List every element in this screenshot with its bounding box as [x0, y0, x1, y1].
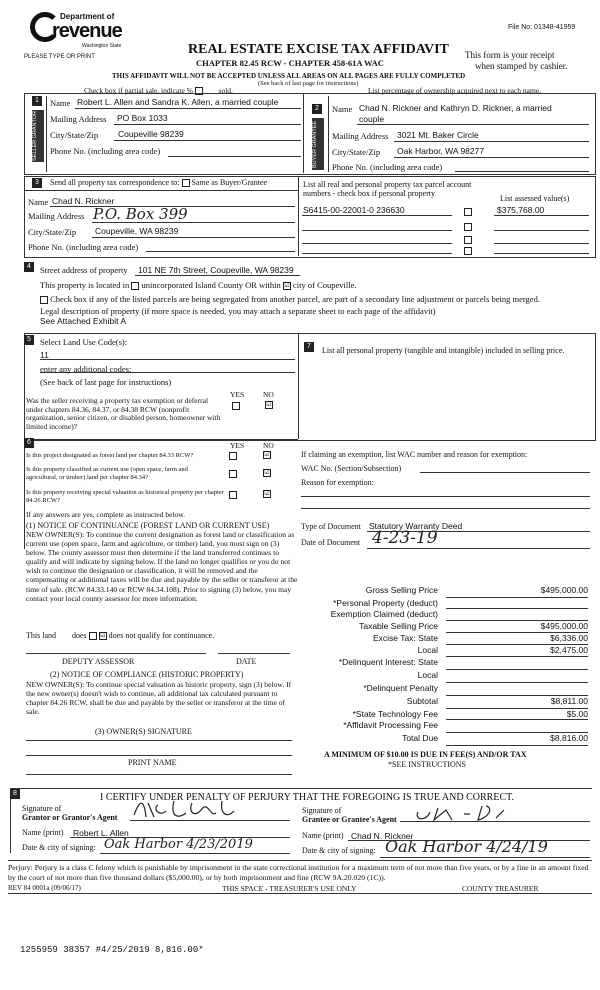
land-use-code[interactable]: 11 [40, 350, 49, 360]
seller-mail-label: Mailing Address [50, 114, 107, 124]
exemption-reason-label: Reason for exemption: [301, 478, 374, 487]
seller-city-label: City/State/Zip [50, 130, 99, 140]
located-text-1: This property is located in [40, 280, 130, 290]
segregated-line [40, 294, 600, 304]
forest-yes-header: YES [230, 441, 245, 450]
parcel-1[interactable]: S6415-00-22001-0 236630 [303, 205, 405, 215]
tax-row-label: Taxable Selling Price [359, 621, 438, 631]
notice1-body: NEW OWNER(S): To continue the current designation as forest land or classification as current use (open space, farm and agriculture, or timber) land, you must sign on (3) below. The county assessor must then determine if the land transferred continues to qualify and will indicate by signing below. If the land no longer qualifies or you do not wish to continue the designation or classification, it will be removed and the compensating or additional taxes will be due and payable by the seller or transferor at the time of sale. (RCW 84.33.140 or RCW 84.34.108). Prior to signing (3) below, you may contact your local county assessor for more information. [26, 530, 298, 603]
grantee-name-label: Name (print) [302, 831, 344, 840]
page-title: REAL ESTATE EXCISE TAX AFFIDAVIT [188, 42, 449, 57]
grantor-date-city[interactable]: Oak Harbor 4/23/2019 [104, 837, 253, 852]
parcel-1-checkbox[interactable] [464, 208, 472, 216]
see-instructions: *SEE INSTRUCTIONS [388, 760, 467, 769]
tax-row-label: Local [417, 670, 438, 680]
this-land-line [26, 631, 214, 640]
tax-row [300, 733, 592, 746]
tax-calc-table [300, 585, 592, 746]
tax-row [300, 645, 592, 657]
grantor-signature[interactable] [130, 797, 250, 819]
tax-row-label: Excise Tax: State [372, 633, 438, 643]
tax-row-value[interactable]: $6,336.00 [446, 633, 588, 645]
located-text-3: city of Coupeville. [293, 280, 357, 290]
notice2-title: (2) NOTICE OF COMPLIANCE (HISTORIC PROPERTY) [50, 670, 244, 679]
buyer-city[interactable]: Oak Harbor, WA 98277 [397, 146, 485, 156]
forest-no-header: NO [263, 441, 274, 450]
tax-row [300, 598, 592, 609]
within-city-checkbox[interactable]: ☑ [284, 283, 290, 290]
exemption-question: Was the seller receiving a property tax exemption or deferral under chapters 84.36, 84.37, or 84.38 RCW (nonprofit organization, senior citizen, or disabled person, homeowner with limited income)? [26, 396, 221, 431]
tax-row [300, 720, 592, 733]
tax-row [300, 621, 592, 633]
tax-row [300, 657, 592, 670]
tax-row-value[interactable]: $5.00 [446, 709, 588, 720]
forest-q2: Is this property classified as current use (open space, farm and agricultural, or timber) land per chapter 84.34? [26, 466, 188, 481]
land-does-not-checkbox[interactable]: ☑ [99, 633, 106, 640]
assessed-label: List assessed value(s) [500, 194, 570, 203]
forest-q3-no[interactable]: ☑ [264, 491, 270, 497]
legal-desc-label: Legal description of property (if more space is needed, you may attach a separate sheet to each page of the affidavit) [40, 306, 436, 316]
tax-row-label: *Personal Property (deduct) [333, 598, 438, 608]
buyer-name-label: Name [332, 104, 353, 114]
seller-name-label: Name [50, 98, 71, 108]
section-6-badge: 6 [24, 438, 34, 448]
street-value[interactable]: 101 NE 7th Street, Coupeville, WA 98239 [138, 265, 294, 275]
logo [30, 10, 140, 52]
doc-type-label: Type of Document [301, 522, 361, 531]
tax-row-label: Exemption Claimed (deduct) [330, 609, 438, 619]
perjury-text: Perjury: Perjury is a class C felony which is punishable by imprisonment in the state correctional institution for a maximum term of not more than five years, or by a fine in an amount fixed by the court of not more than five thousand dollars ($5,000.00), or by both imprisonment and fine (RCW 9A.20.020 (1C)). [8, 863, 589, 882]
section-2-badge: 2 [312, 104, 322, 114]
parcel-3-checkbox[interactable] [464, 236, 472, 244]
grantor-name-label: Name (print) [22, 828, 64, 837]
owner-signature-label: (3) OWNER(S) SIGNATURE [95, 727, 192, 736]
tax-corr-mail[interactable]: P.O. Box 399 [93, 205, 188, 223]
tax-corr-mail-label: Mailing Address [28, 211, 85, 221]
grantor-name[interactable]: Robert L. Allen [73, 828, 129, 838]
warning-text: THIS AFFIDAVIT WILL NOT BE ACCEPTED UNLESS ALL AREAS ON ALL PAGES ARE FULLY COMPLETED [112, 72, 466, 80]
tax-corr-heading [50, 178, 267, 187]
parcels-heading: List all real and personal property tax parcel account numbers - check box if personal property [303, 180, 472, 198]
logo-dept: Department of [60, 12, 115, 21]
tax-row-value[interactable]: $495,000.00 [446, 585, 588, 598]
forest-instruct: If any answers are yes, complete as instructed below. [26, 510, 186, 519]
buyer-side-label: BUYER GRANTEE [312, 118, 324, 170]
buyer-mail[interactable]: 3021 Mt. Baker Circle [397, 130, 479, 140]
tax-row [300, 696, 592, 709]
partial-sale-text: Check box if partial sale, indicate % [84, 86, 193, 95]
grantor-signature-scribble [130, 797, 250, 821]
sold-text: sold. [218, 86, 233, 95]
personal-property-text: List all personal property (tangible and intangible) included in selling price. [322, 346, 565, 355]
receipt-note-1: This form is your receipt [465, 50, 555, 60]
tax-row-value[interactable]: $8,811.00 [446, 696, 588, 709]
parcel-4-checkbox[interactable] [464, 247, 472, 255]
additional-codes-label: enter any additional codes: [40, 364, 132, 374]
forest-q2-yes[interactable] [229, 470, 237, 478]
sig-grantor-1: Signature of [22, 804, 62, 813]
wac-label: WAC No. (Section/Subsection) [301, 464, 402, 473]
tax-row [300, 585, 592, 598]
tax-corr-name-label: Name [28, 197, 49, 207]
print-name-label: PRINT NAME [128, 758, 177, 767]
land-use-no-header: NO [263, 390, 274, 399]
buyer-mail-label: Mailing Address [332, 131, 389, 141]
see-back-header: (See back of last page for instructions) [258, 80, 359, 87]
doc-date-label: Date of Document [301, 538, 361, 547]
logo-name: revenue [52, 20, 122, 42]
doc-date-value[interactable]: 4-23-19 [372, 528, 438, 548]
forest-q1-yes[interactable] [229, 452, 237, 460]
parcel-2-checkbox[interactable] [464, 223, 472, 231]
tax-row-label: Subtotal [406, 696, 438, 706]
tax-corr-phone-label: Phone No. (including area code) [28, 242, 139, 252]
tax-corr-city[interactable]: Coupeville, WA 98239 [95, 226, 179, 236]
legal-desc-value[interactable]: See Attached Exhibit A [40, 316, 127, 326]
section-5-badge: 5 [24, 335, 34, 345]
assessed-1[interactable]: $375,768.00 [497, 205, 545, 215]
forest-q2-no[interactable]: ☑ [264, 470, 270, 476]
sig-grantee-1: Signature of [302, 806, 342, 815]
ownership-pct-note: List percentage of ownership acquired next to each name. [368, 86, 542, 95]
land-use-label: Select Land Use Code(s): [40, 337, 128, 347]
rev-code: REV 84 0001a (09/06/17) [8, 884, 81, 892]
same-as-buyer-checkbox[interactable] [182, 179, 190, 187]
tax-row-label: Local [417, 645, 438, 655]
land-use-see-back: (See back of last page for instructions) [40, 377, 172, 387]
grantee-name[interactable]: Chad N. Rickner [351, 831, 414, 841]
tax-row-value[interactable] [446, 670, 588, 683]
treasurer-space: THIS SPACE - TREASURER'S USE ONLY [222, 884, 357, 893]
tax-row-value[interactable]: $495,000.00 [446, 621, 588, 633]
section-1-badge: 1 [32, 96, 42, 106]
forest-q1: Is this project designated as forest land per chapter 84.33 RCW? [26, 452, 194, 459]
file-number: File No: 01348-41959 [508, 24, 576, 31]
sig-grantor-2: Grantor or Grantor's Agent [22, 813, 118, 822]
forest-q1-no[interactable]: ☑ [264, 452, 270, 458]
segregated-checkbox[interactable] [40, 296, 48, 304]
type-or-print: PLEASE TYPE OR PRINT [24, 54, 95, 60]
land-does-checkbox[interactable] [89, 632, 97, 640]
section-8-badge: 8 [10, 789, 20, 799]
does-not-text: does not qualify for continuance. [108, 631, 215, 640]
section-7-badge: 7 [304, 342, 314, 352]
located-text-2: unincorporated Island County OR within [141, 280, 281, 290]
buyer-name-1[interactable]: Chad N. Rickner and Kathryn D. Rickner, a married [359, 103, 552, 113]
tax-corr-name[interactable]: Chad N. Rickner [52, 196, 115, 206]
section-4-badge: 4 [24, 262, 34, 272]
grantee-signature[interactable] [412, 800, 532, 822]
tax-row-label: *Delinquent Interest: State [338, 657, 438, 667]
tax-row [300, 683, 592, 696]
receipt-note-2: when stamped by cashier. [475, 61, 568, 71]
this-land-text: This land [26, 631, 56, 640]
tax-row [300, 609, 592, 621]
tax-row-value[interactable] [446, 609, 588, 621]
does-text: does [72, 631, 87, 640]
tax-row-label: Gross Selling Price [365, 585, 438, 595]
street-label: Street address of property [40, 265, 128, 275]
tax-row-value[interactable] [446, 720, 588, 733]
logo-state: Washington State [82, 43, 122, 49]
tax-row-label: *State Technology Fee [352, 709, 438, 719]
tax-row [300, 633, 592, 645]
unincorporated-checkbox[interactable] [131, 282, 139, 290]
seller-city[interactable]: Coupeville 98239 [118, 129, 184, 139]
tax-corr-heading-text: Send all property tax correspondence to: [50, 178, 180, 187]
tax-row-label: Total Due [402, 733, 438, 743]
grantee-date-city[interactable]: Oak Harbor 4/24/19 [385, 837, 548, 856]
buyer-city-label: City/State/Zip [332, 147, 381, 157]
tax-row-value[interactable] [446, 657, 588, 670]
located-line [40, 280, 357, 290]
minimum-note: A MINIMUM OF $10.00 IS DUE IN FEE(S) AND/OR TAX [324, 750, 527, 759]
land-use-yes-header: YES [230, 390, 245, 399]
doc-type-value[interactable]: Statutory Warranty Deed [369, 521, 463, 531]
tax-row-value[interactable]: $2,475.00 [446, 645, 588, 657]
sig-grantee-2: Grantee or Grantee's Agent [302, 815, 397, 824]
forest-q3-yes[interactable] [229, 491, 237, 499]
buyer-phone-label: Phone No. (including area code) [332, 162, 443, 172]
tax-row [300, 709, 592, 720]
buyer-name-2[interactable]: couple [359, 114, 385, 124]
exemption-no-checkbox[interactable]: ☑ [266, 402, 272, 408]
seller-mail[interactable]: PO Box 1033 [117, 113, 168, 123]
seller-side-label: SELLER GRANTOR [32, 110, 44, 162]
segregated-text: Check box if any of the listed parcels are being segregated from another parcel, are part of a secondary line adjustment or parcels being merged. [50, 294, 540, 304]
tax-row-value[interactable]: $8,816.00 [446, 733, 588, 746]
tax-row [300, 670, 592, 683]
tax-row-label: *Affidavit Processing Fee [343, 720, 438, 730]
deputy-date-label: DATE [236, 657, 257, 666]
page-subtitle: CHAPTER 82.45 RCW - CHAPTER 458-61A WAC [196, 58, 384, 68]
notice1-title: (1) NOTICE OF CONTINUANCE (FOREST LAND OR CURRENT USE) [26, 521, 270, 530]
tax-row-value[interactable] [446, 683, 588, 696]
exemption-yes-checkbox[interactable] [232, 402, 240, 410]
seller-name[interactable]: Robert L. Allen and Sandra K. Allen, a married couple [77, 97, 279, 107]
recording-stamp: 1255959 38357 #4/25/2019 8,816.00* [20, 945, 204, 955]
tax-row-label: *Delinquent Penalty [363, 683, 438, 693]
tax-row-value[interactable] [446, 598, 588, 609]
notice2-body: NEW OWNER(S): To continue special valuation as historic property, sign (3) below. If the new owner(s) doesn't wish to continue, all additional tax calculated pursuant to chapter 84.26 RCW, shall be due and payable by the seller or transferor at the time of sale. [26, 680, 292, 717]
seller-phone-label: Phone No. (including area code) [50, 146, 161, 156]
section-3-badge: 3 [32, 178, 42, 188]
grantor-date-label: Date & city of signing: [22, 843, 96, 852]
county-treasurer: COUNTY TREASURER [462, 884, 539, 893]
tax-corr-city-label: City/State/Zip [28, 227, 77, 237]
certify-text: I CERTIFY UNDER PENALTY OF PERJURY THAT THE FOREGOING IS TRUE AND CORRECT. [100, 792, 514, 803]
same-as-buyer-label: Same as Buyer/Grantee [191, 178, 268, 187]
grantee-date-label: Date & city of signing: [302, 846, 376, 855]
exemption-claim-text: If claiming an exemption, list WAC number and reason for exemption: [301, 450, 528, 459]
deputy-assessor-label: DEPUTY ASSESSOR [62, 657, 135, 666]
forest-q3: Is this property receiving special valuation as historical property per chapter 84.26 RCW? [26, 489, 224, 504]
